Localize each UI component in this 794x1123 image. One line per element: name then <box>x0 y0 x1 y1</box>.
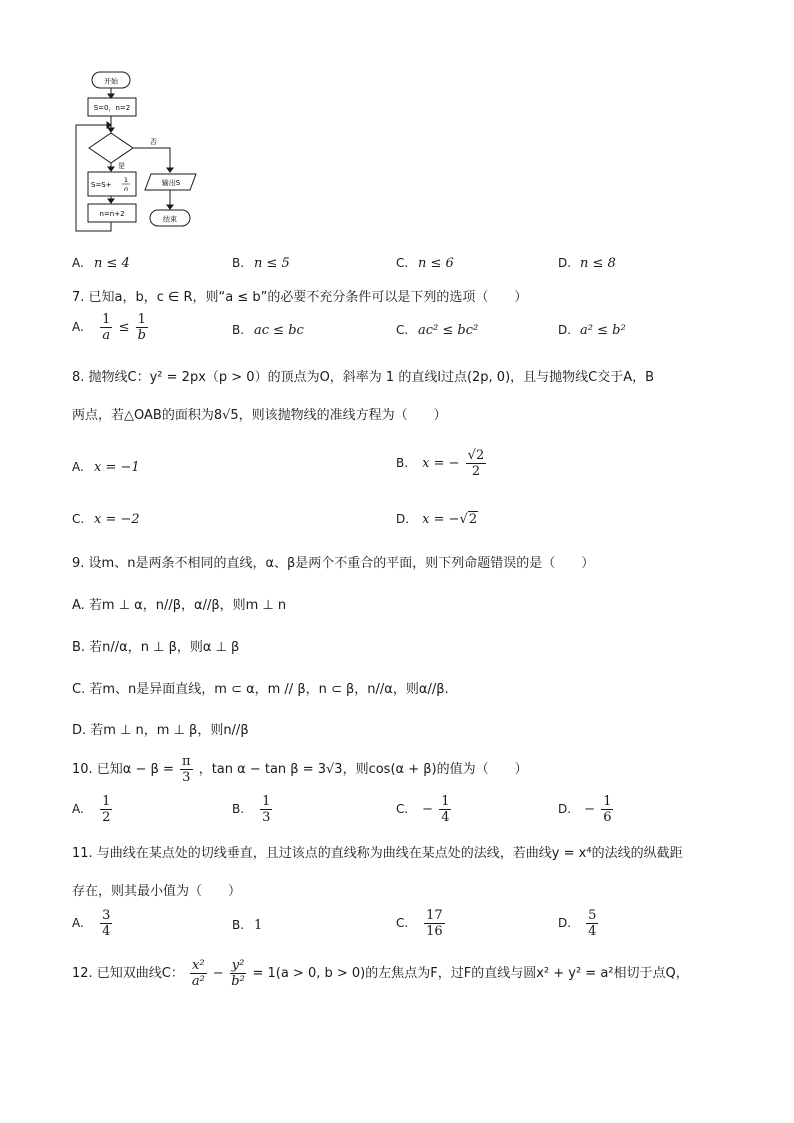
q10-option-d[interactable] <box>558 794 615 825</box>
fraction-denominator: 4 <box>102 924 111 939</box>
fraction-denominator: 4 <box>588 924 597 939</box>
q10-option-b[interactable] <box>232 794 274 825</box>
fraction-numerator: 1 <box>137 312 146 327</box>
fraction <box>100 908 112 939</box>
fraction-numerator: 1 <box>262 794 271 809</box>
q12-stem <box>72 958 689 989</box>
option-label: B. <box>232 256 245 270</box>
q6-option-c[interactable] <box>396 256 454 271</box>
option-label: B. <box>232 802 245 816</box>
flowchart-output-label: 输出S <box>161 179 181 187</box>
option-label: C. <box>396 256 409 270</box>
fraction <box>601 794 613 825</box>
fraction <box>424 908 445 939</box>
fraction-denominator: 3 <box>262 810 271 825</box>
flowchart <box>60 64 210 236</box>
option-label: C. <box>396 916 409 930</box>
option-label: B. <box>396 456 409 470</box>
q11-option-a[interactable] <box>72 908 114 939</box>
q8-option-d[interactable] <box>396 512 478 527</box>
q11-option-c[interactable] <box>396 908 447 939</box>
sign: − <box>422 802 434 817</box>
fraction-numerator: x² <box>192 958 205 973</box>
option-label: C. <box>396 802 409 816</box>
option-text: n ≤ 5 <box>254 256 290 271</box>
stem-suffix: = 1(a > 0, b > 0)的左焦点为F，过F的直线与圆x² + y² = a²相切于点Q， <box>252 966 689 981</box>
option-label: A. <box>72 802 84 816</box>
q8-option-b[interactable] <box>396 448 488 479</box>
fraction-denominator: b² <box>231 974 245 989</box>
fraction-denominator: 2 <box>102 810 111 825</box>
q11-stem-line1: 11. 与曲线在某点处的切线垂直，且过该点的直线称为曲线在某点处的法线，若曲线y = x⁴的法线的纵截距 <box>72 846 683 861</box>
q8-stem-line1: 8. 抛物线C：y² = 2px（p > 0）的顶点为O，斜率为 1 的直线l过点(2p, 0)，且与抛物线C交于A，B <box>72 370 655 385</box>
stem-prefix: 10. 已知α − β = <box>72 762 174 777</box>
q6-option-b[interactable] <box>232 256 290 271</box>
fraction-numerator: 1 <box>603 794 612 809</box>
q10-option-c[interactable] <box>396 794 453 825</box>
fraction-numerator: π <box>182 754 191 769</box>
q8-option-a[interactable] <box>72 460 140 475</box>
flowchart-start-label: 开始 <box>104 77 118 86</box>
fraction-numerator: 17 <box>426 908 443 923</box>
sqrt-radicand: 2 <box>468 512 478 527</box>
fraction-numerator: 3 <box>102 908 111 923</box>
option-text: x = −1 <box>94 460 140 475</box>
fraction-denominator: b <box>137 328 146 343</box>
fraction <box>180 754 193 785</box>
q9-stem: 9. 设m、n是两条不相同的直线，α、β是两个不重合的平面，则下列命题错误的是（ ） <box>72 556 595 571</box>
option-text: n ≤ 6 <box>418 256 454 271</box>
q7-stem: 7. 已知a，b，c ∈ R，则“a ≤ b”的必要不充分条件可以是下列的选项（ ） <box>72 290 528 305</box>
option-label: D. <box>396 512 410 526</box>
flowchart-update-s-num: 1 <box>123 176 129 184</box>
q9-option-a[interactable]: A. 若m ⊥ α，n//β，α//β，则m ⊥ n <box>72 598 287 613</box>
option-label: B. <box>232 323 245 337</box>
fraction-denominator: a <box>102 328 111 343</box>
q9-option-d[interactable]: D. 若m ⊥ n，m ⊥ β，则n//β <box>72 723 249 738</box>
q8-stem-line2: 两点，若△OAB的面积为8√5，则该抛物线的准线方程为（ ） <box>72 408 447 423</box>
flowchart-yes-label: 是 <box>118 162 125 170</box>
sqrt-sign: √ <box>459 512 468 527</box>
flowchart-condition-node <box>89 133 133 163</box>
option-label: D. <box>558 256 572 270</box>
fraction <box>100 312 112 343</box>
sign: − <box>584 802 596 817</box>
fraction-denominator: 2 <box>471 464 481 479</box>
fraction <box>260 794 272 825</box>
option-text: x = − <box>422 512 460 527</box>
flowchart-end-label: 结束 <box>163 215 177 224</box>
option-label: A. <box>72 256 84 270</box>
flowchart-update-s-den: n <box>123 185 129 193</box>
flowchart-no-label: 否 <box>150 138 157 146</box>
fraction-numerator: y² <box>231 958 245 973</box>
q7-option-d[interactable] <box>558 323 626 338</box>
q7-option-c[interactable] <box>396 323 478 338</box>
fraction-denominator: 16 <box>426 924 443 939</box>
option-label: A. <box>72 460 84 474</box>
fraction <box>439 794 451 825</box>
stem-suffix: ，tan α − tan β = 3√3，则cos(α + β)的值为（ ） <box>198 762 528 777</box>
option-label: D. <box>558 916 572 930</box>
option-label: D. <box>558 802 572 816</box>
option-text: x = −2 <box>94 512 140 527</box>
option-label: D. <box>558 323 572 337</box>
q8-option-c[interactable] <box>72 512 140 527</box>
q7-option-a[interactable] <box>72 312 150 343</box>
fraction-denominator: 3 <box>182 770 191 785</box>
q10-stem <box>72 754 528 785</box>
option-label: A. <box>72 916 84 930</box>
fraction-numerator: 1 <box>102 312 111 327</box>
option-label: A. <box>72 320 84 334</box>
option-text: ac² ≤ bc² <box>418 323 479 338</box>
fraction-numerator: √2 <box>467 448 485 463</box>
q11-stem-line2: 存在，则其最小值为（ ） <box>72 884 242 899</box>
q7-option-b[interactable] <box>232 323 304 338</box>
q11-option-b[interactable] <box>232 918 262 933</box>
option-text: ac ≤ bc <box>254 323 304 338</box>
option-text: a² ≤ b² <box>580 323 626 338</box>
fraction <box>230 958 247 989</box>
fraction-numerator: 1 <box>441 794 450 809</box>
operator: − <box>212 966 224 981</box>
option-text: n ≤ 4 <box>94 256 130 271</box>
fraction <box>136 312 148 343</box>
option-label: B. <box>232 918 245 932</box>
q9-option-b[interactable]: B. 若n//α，n ⊥ β，则α ⊥ β <box>72 640 240 655</box>
fraction <box>586 908 598 939</box>
fraction-denominator: 6 <box>603 810 612 825</box>
q6-option-d[interactable] <box>558 256 616 271</box>
flowchart-update-s-label: S=S+ <box>91 181 112 189</box>
fraction <box>466 448 487 479</box>
q9-option-c[interactable]: C. 若m、n是异面直线，m ⊂ α，m // β，n ⊂ β，n//α，则α//β. <box>72 682 449 697</box>
fraction-numerator: 5 <box>588 908 597 923</box>
operator: ≤ <box>118 320 130 335</box>
stem-prefix: 12. 已知双曲线C： <box>72 966 184 981</box>
option-text: x = − <box>422 456 460 471</box>
fraction <box>100 794 112 825</box>
flowchart-update-n-label: n=n+2 <box>99 210 125 218</box>
fraction-denominator: a² <box>191 974 205 989</box>
q10-option-a[interactable] <box>72 794 114 825</box>
option-text: 1 <box>254 918 263 933</box>
fraction-numerator: 1 <box>102 794 111 809</box>
option-label: C. <box>396 323 409 337</box>
fraction-denominator: 4 <box>441 810 450 825</box>
option-label: C. <box>72 512 85 526</box>
q6-option-a[interactable] <box>72 256 130 271</box>
fraction <box>190 958 207 989</box>
q11-option-d[interactable] <box>558 908 600 939</box>
option-text: n ≤ 8 <box>580 256 616 271</box>
flowchart-init-label: S=0，n=2 <box>93 104 131 112</box>
